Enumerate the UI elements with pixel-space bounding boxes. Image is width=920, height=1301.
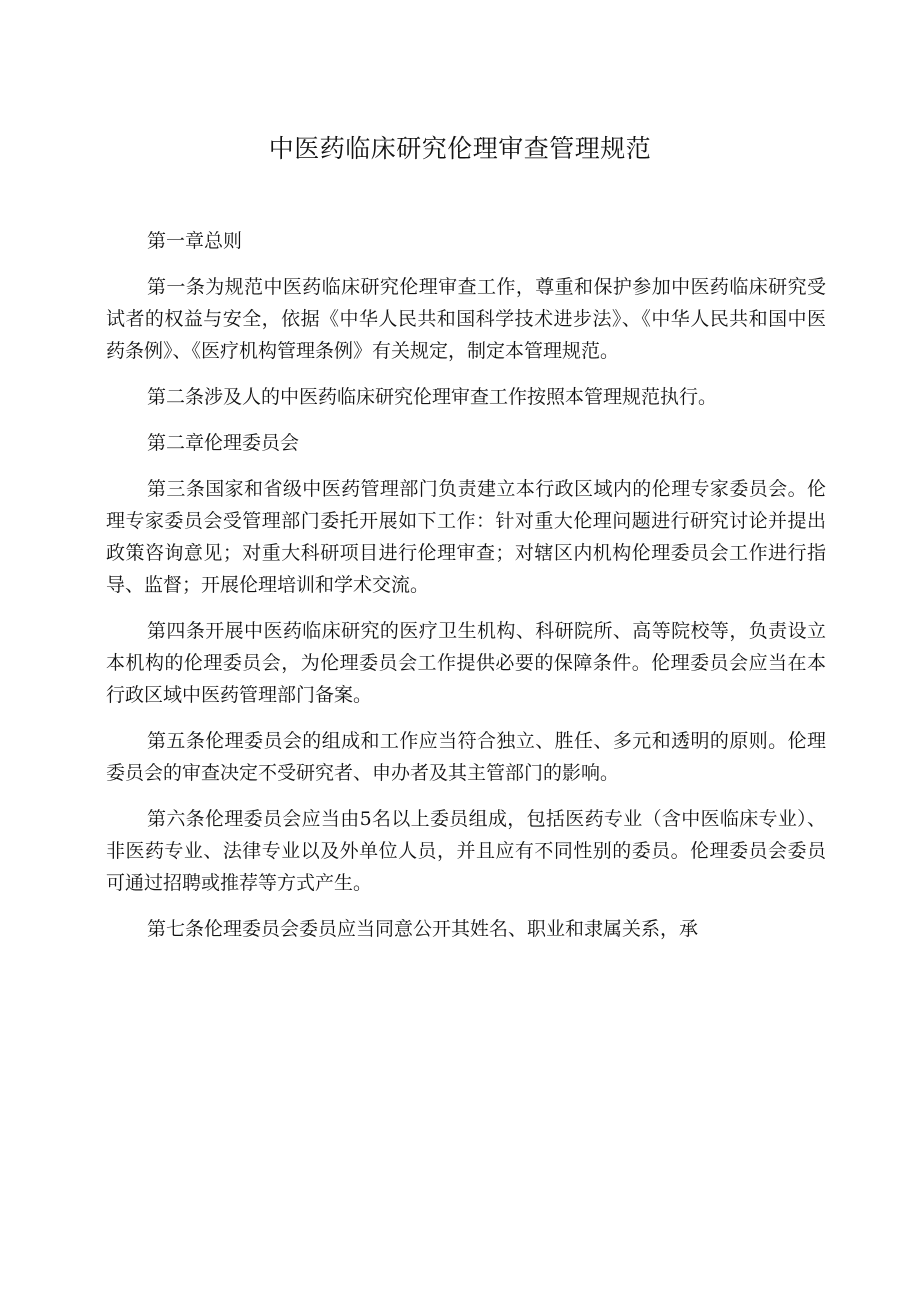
chapter-heading: 第一章总则 xyxy=(147,230,243,252)
article-paragraph: 第五条伦理委员会的组成和工作应当符合独立、胜任、多元和透明的原则。伦理委员会的审查决定不受研究者、申办者及其主管部门的影响。 xyxy=(106,730,826,784)
document-body xyxy=(106,225,826,945)
article-paragraph: 第二条涉及人的中医药临床研究伦理审查工作按照本管理规范执行。 xyxy=(147,386,718,408)
document-title: 中医药临床研究伦理审查管理规范 xyxy=(268,134,652,163)
chapter-heading: 第二章伦理委员会 xyxy=(147,432,300,454)
article-paragraph: 第六条伦理委员会应当由5名以上委员组成，包括医药专业（含中医临床专业）、非医药专业、法律专业以及外单位人员，并且应有不同性别的委员。伦理委员会委员可通过招聘或推荐等方式产生。 xyxy=(106,808,826,894)
article-paragraph: 第四条开展中医药临床研究的医疗卫生机构、科研院所、高等院校等，负责设立本机构的伦理委员会，为伦理委员会工作提供必要的保障条件。伦理委员会应当在本行政区域中医药管理部门备案。 xyxy=(106,620,826,706)
article-paragraph: 第三条国家和省级中医药管理部门负责建立本行政区域内的伦理专家委员会。伦理专家委员会受管理部门委托开展如下工作：针对重大伦理问题进行研究讨论并提出政策咨询意见；对重大科研项目进行伦理审查；对辖区内机构伦理委员会工作进行指导、监督；开展伦理培训和学术交流。 xyxy=(106,478,826,596)
article-paragraph: 第七条伦理委员会委员应当同意公开其姓名、职业和隶属关系，承 xyxy=(147,918,699,940)
article-paragraph: 第一条为规范中医药临床研究伦理审查工作，尊重和保护参加中医药临床研究受试者的权益与安全，依据《中华人民共和国科学技术进步法》、《中华人民共和国中医药条例》、《医疗机构管理条例》有关规定，制定本管理规范。 xyxy=(106,276,826,362)
